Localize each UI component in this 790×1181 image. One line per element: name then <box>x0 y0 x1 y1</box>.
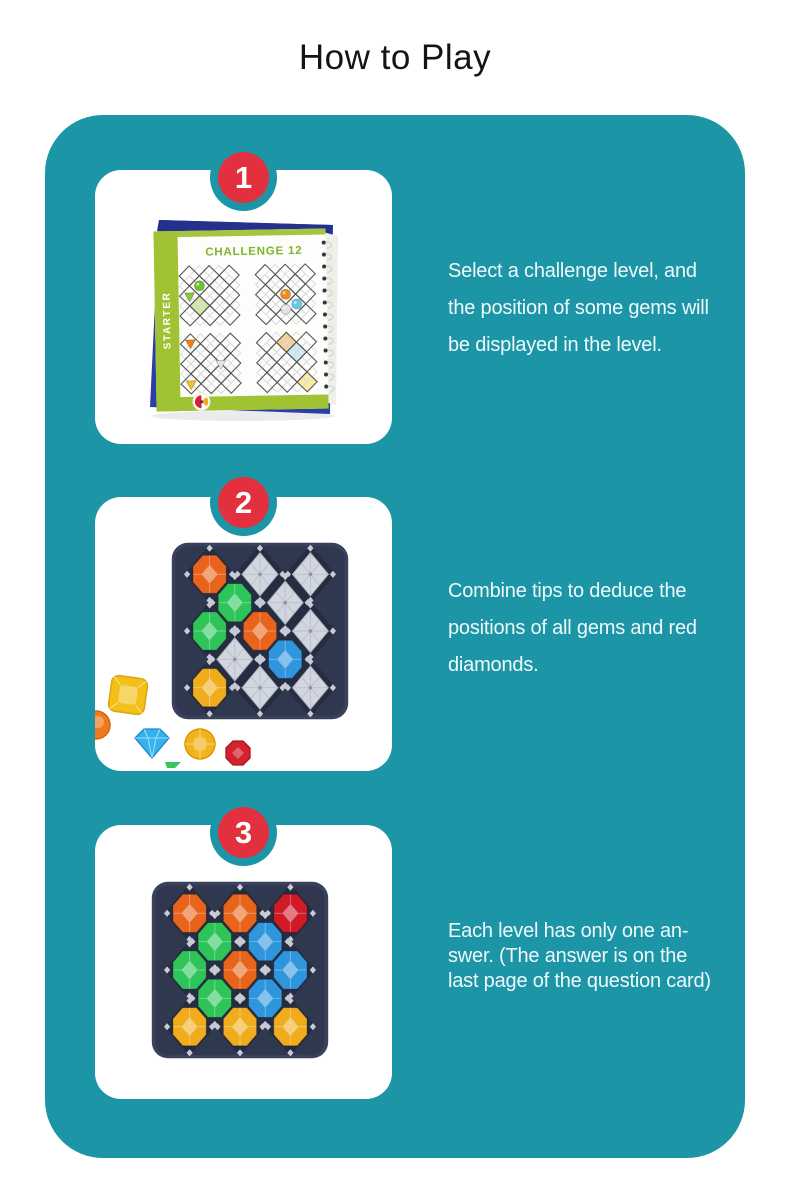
booklet-page <box>153 228 334 411</box>
step1-description <box>448 253 709 364</box>
step3-number-badge: 3 <box>218 807 269 858</box>
step1-card <box>95 170 392 444</box>
step3-description <box>448 919 711 994</box>
green-gem-edge <box>165 762 181 768</box>
red-gem <box>226 741 250 765</box>
step1-number-badge: 1 <box>218 152 269 203</box>
starter-label: STARTER <box>161 291 174 350</box>
step-text-line: be displayed in the level. <box>448 334 662 356</box>
step-text-line: last page of the question card) <box>448 970 711 992</box>
step-text-line: the position of some gems will <box>448 297 709 319</box>
step-text-line: Select a challenge level, and <box>448 260 697 282</box>
step-text-line: positions of all gems and red <box>448 617 697 639</box>
page-title: How to Play <box>298 38 492 77</box>
step2-card <box>95 497 392 771</box>
step-text-line: swer. (The answer is on the <box>448 945 688 967</box>
loose-gems-photo <box>95 664 295 768</box>
yellow-round-gem <box>185 729 215 759</box>
brand-logo <box>193 393 210 410</box>
main-panel <box>45 115 745 1158</box>
step-text-line: Combine tips to deduce the <box>448 580 687 602</box>
solved-board-photo <box>150 880 330 1060</box>
step-text-line: diamonds. <box>448 654 539 676</box>
challenge-booklet-photo <box>135 208 350 423</box>
blue-diamond-gem <box>135 729 169 758</box>
orange-gem <box>95 711 110 739</box>
step2-description <box>448 573 697 684</box>
challenge-label: CHALLENGE 12 <box>205 244 303 259</box>
step-text-line: Each level has only one an- <box>448 920 689 942</box>
step2-number-badge: 2 <box>218 477 269 528</box>
yellow-square-gem <box>108 675 149 716</box>
step3-card <box>95 825 392 1099</box>
